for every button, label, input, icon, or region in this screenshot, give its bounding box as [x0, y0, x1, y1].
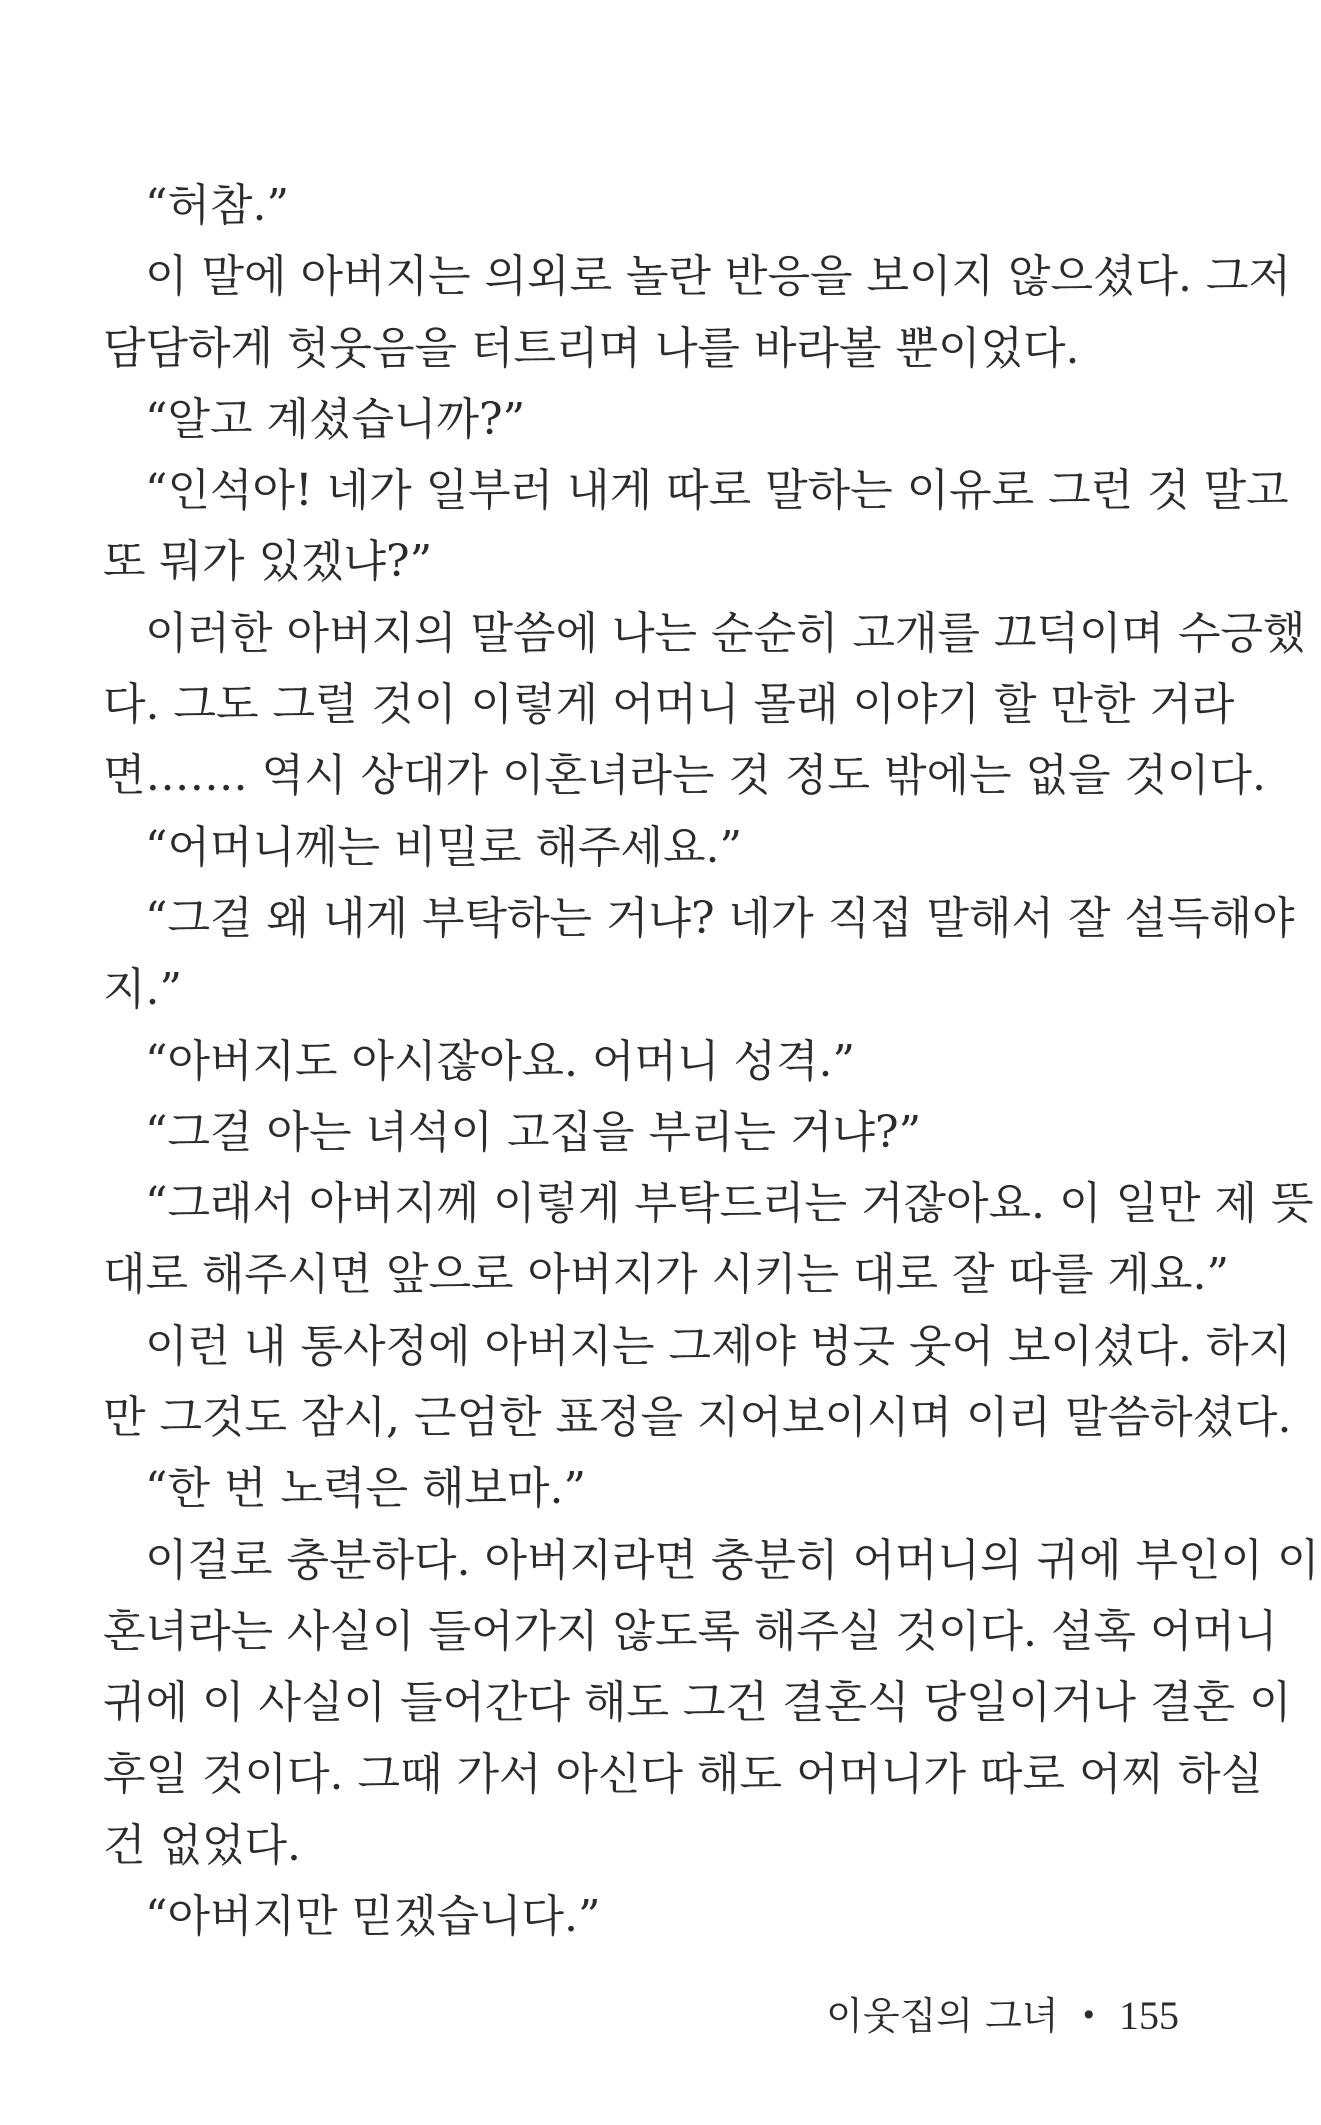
text-line-21: 혼녀라는 사실이 들어가지 않도록 해주실 것이다. 설혹 어머니	[103, 1605, 1278, 1657]
text-line-17: 이런 내 통사정에 아버지는 그제야 벙긋 웃어 보이셨다. 하지	[145, 1320, 1291, 1372]
text-line-5: “인석아! 네가 일부러 내게 따로 말하는 이유로 그런 것 말고	[145, 465, 1289, 517]
text-line-25: “아버지만 믿겠습니다.”	[145, 1891, 601, 1943]
text-line-10: “어머니께는 비밀로 해주세요.”	[145, 821, 742, 873]
page-footer	[826, 1986, 1179, 2046]
text-line-14: “그걸 아는 녀석이 고집을 부리는 거냐?”	[145, 1106, 922, 1158]
running-title: 이웃집의 그녀	[826, 1994, 1059, 2038]
text-line-16: 대로 해주시면 앞으로 아버지가 시키는 대로 잘 따를 게요.”	[103, 1249, 1229, 1301]
text-line-19: “한 번 노력은 해보마.”	[145, 1463, 586, 1515]
text-line-4: “알고 계셨습니까?”	[145, 393, 526, 445]
text-line-7: 이러한 아버지의 말씀에 나는 순순히 고개를 끄덕이며 수긍했	[145, 607, 1306, 659]
page-body	[103, 170, 1320, 1952]
text-line-8: 다. 그도 그럴 것이 이렇게 어머니 몰래 이야기 할 만한 거라	[103, 679, 1235, 731]
page-number: 155	[1119, 1993, 1179, 2038]
text-line-1: “허참.”	[145, 180, 289, 231]
text-line-24: 건 없었다.	[103, 1819, 301, 1871]
text-line-18: 만 그것도 잠시, 근엄한 표정을 지어보이시며 이리 말씀하셨다.	[103, 1392, 1292, 1444]
footer-bullet: •	[1080, 1999, 1097, 2032]
text-line-15: “그래서 아버지께 이렇게 부탁드리는 거잖아요. 이 일만 제 뜻	[145, 1178, 1314, 1230]
text-line-11: “그걸 왜 내게 부탁하는 거냐? 네가 직접 말해서 잘 설득해야	[145, 892, 1295, 944]
text-line-9: 면……. 역시 상대가 이혼녀라는 것 정도 밖에는 없을 것이다.	[103, 750, 1266, 802]
text-line-23: 후일 것이다. 그때 가서 아신다 해도 어머니가 따로 어찌 하실	[103, 1748, 1263, 1800]
text-line-13: “아버지도 아시잖아요. 어머니 성격.”	[145, 1035, 855, 1087]
text-line-3: 담담하게 헛웃음을 터트리며 나를 바라볼 뿐이었다.	[103, 322, 1080, 374]
text-line-20: 이걸로 충분하다. 아버지라면 충분히 어머니의 귀에 부인이 이	[145, 1534, 1320, 1586]
text-line-2: 이 말에 아버지는 의외로 놀란 반응을 보이지 않으셨다. 그저	[145, 251, 1291, 303]
text-line-12: 지.”	[103, 964, 182, 1016]
text-line-6: 또 뭐가 있겠냐?”	[103, 536, 433, 588]
text-line-22: 귀에 이 사실이 들어간다 해도 그건 결혼식 당일이거나 결혼 이	[103, 1677, 1292, 1729]
